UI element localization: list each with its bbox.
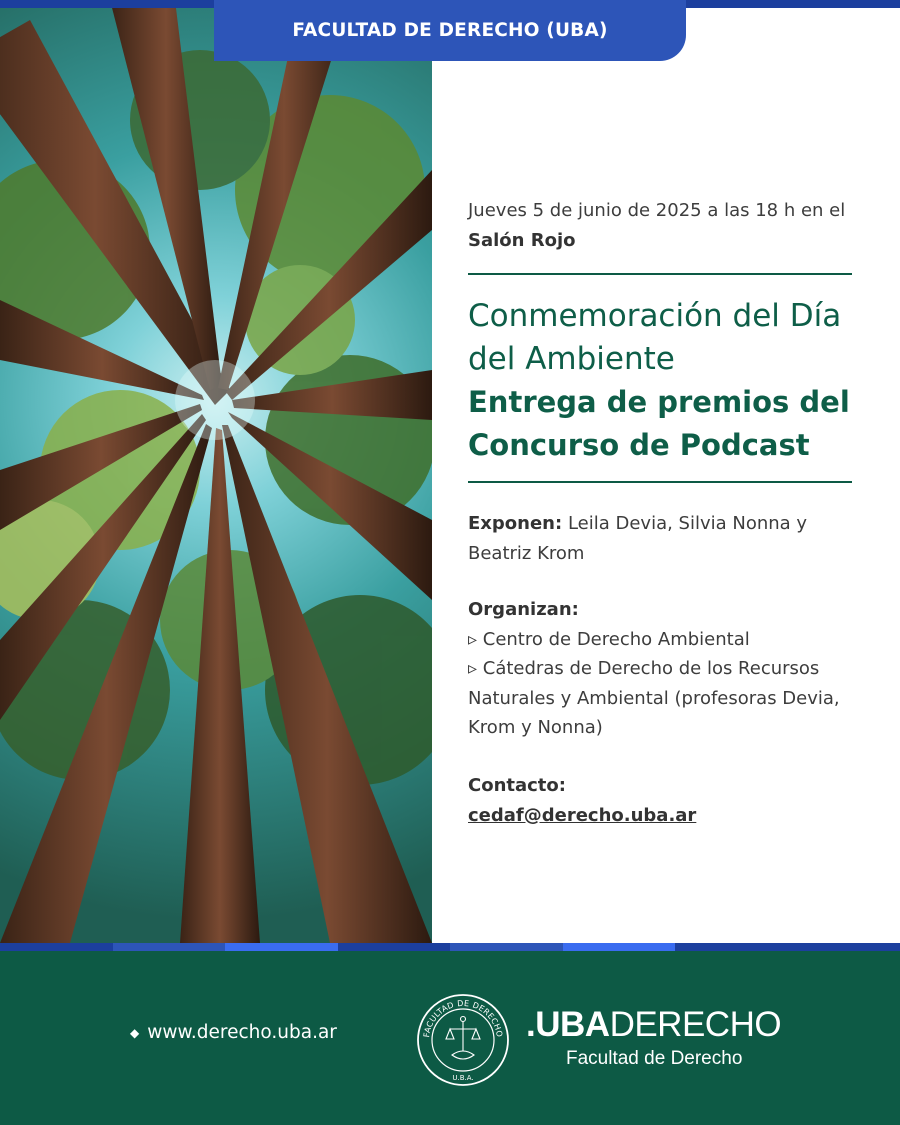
organizers-label: Organizan: [468,599,579,620]
brand-logo-part1: .UBA [526,1005,610,1044]
diamond-bullet-icon: ◆ [130,1025,140,1040]
event-venue: Salón Rojo [468,230,576,251]
forest-canopy-photo [0,0,432,943]
faculty-seal-icon [416,993,510,1087]
svg-text:FACULTAD DE DERECHO: FACULTAD DE DERECHO [422,998,504,1038]
footer [0,951,900,1125]
divider [468,481,852,483]
organizer-item: ▹ Cátedras de Derecho de los Recursos Naturales y Ambiental (profesoras Devia, Krom y Nonna) [468,658,840,738]
organizers-section [468,595,868,743]
faculty-header-label: FACULTAD DE DERECHO (UBA) [292,20,608,41]
event-date: Jueves 5 de junio de 2025 a las 18 h en el [468,200,846,221]
organizer-item: ▹ Centro de Derecho Ambiental [468,628,750,650]
event-title: Conmemoración del Día del Ambiente [468,298,842,377]
speakers-section [468,509,868,569]
event-details [468,196,868,831]
speakers-label: Exponen: [468,513,563,534]
svg-text:U.B.A.: U.B.A. [452,1074,474,1082]
website-url: www.derecho.uba.ar [147,1022,337,1043]
contact-label: Contacto: [468,774,566,796]
divider [468,273,852,275]
brand-logo [526,1007,781,1071]
faculty-header-badge [214,0,686,61]
bottom-stripe [0,943,900,951]
event-date-line [468,196,868,256]
brand-subtitle: Facultad de Derecho [566,1048,743,1069]
contact-email-link[interactable]: cedaf@derecho.uba.ar [468,804,697,826]
brand-logo-part2: DERECHO [609,1005,782,1044]
event-subtitle: Entrega de premios del Concurso de Podcast [468,385,850,462]
contact-section [468,771,868,831]
website-link[interactable] [130,1022,337,1043]
speakers-names: Leila Devia, Silvia Nonna y Beatriz Krom [468,513,808,564]
